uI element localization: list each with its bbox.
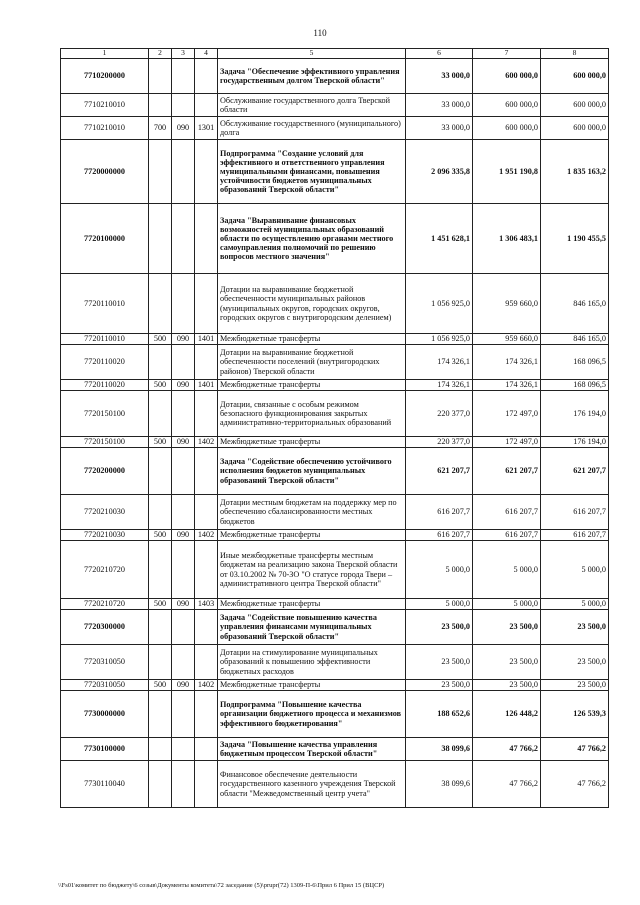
description-cell: Дотации на выравнивание бюджетной обеспеченности муниципальных районов (муниципальных округов, городских округов, городских округов с внутригородским делением): [218, 274, 406, 334]
budget-code-cell: 7720310050: [61, 680, 149, 691]
file-path-footer: \\Fs01\комитет по бюджету\6 созыв\Документы комитета\72 заседание (5)\prupr(72) 1309-П-6\Прил 6 Прил 15 (ВЦСР): [58, 882, 385, 889]
amount-year3-cell: 176 194,0: [541, 391, 609, 437]
description-cell: Задача "Повышение качества управления бюджетным процессом Тверской области": [218, 738, 406, 761]
amount-year1-cell: 1 451 628,1: [406, 204, 473, 274]
amount-year3-cell: 846 165,0: [541, 274, 609, 334]
table-row: [61, 680, 609, 691]
amount-year1-cell: 23 500,0: [406, 610, 473, 645]
description-cell: Дотации на выравнивание бюджетной обеспеченности поселений (внутригородских районов) Тверской области: [218, 345, 406, 380]
expense-type-cell: [149, 274, 172, 334]
description-cell: Межбюджетные трансферты: [218, 437, 406, 448]
amount-year1-cell: 220 377,0: [406, 391, 473, 437]
column-number: 6: [406, 49, 473, 59]
amount-year2-cell: 1 306 483,1: [473, 204, 541, 274]
amount-year3-cell: 23 500,0: [541, 610, 609, 645]
table-row: [61, 495, 609, 530]
section-cell: [172, 274, 195, 334]
amount-year3-cell: 126 539,3: [541, 691, 609, 738]
amount-year1-cell: 616 207,7: [406, 495, 473, 530]
section-cell: [172, 140, 195, 204]
budget-code-cell: 7720110010: [61, 334, 149, 345]
amount-year2-cell: 600 000,0: [473, 59, 541, 94]
amount-year3-cell: 5 000,0: [541, 599, 609, 610]
amount-year3-cell: 1 190 455,5: [541, 204, 609, 274]
section-cell: [172, 691, 195, 738]
amount-year1-cell: 38 099,6: [406, 761, 473, 808]
budget-code-cell: 7720110020: [61, 380, 149, 391]
table-row: [61, 645, 609, 680]
description-cell: Задача "Выравнивание финансовых возможностей муниципальных образований области по осуществлению органами местного самоуправления полномочий по решению вопросов местного значения": [218, 204, 406, 274]
table-row: [61, 541, 609, 599]
amount-year2-cell: 959 660,0: [473, 274, 541, 334]
budget-code-cell: 7720210030: [61, 495, 149, 530]
subsection-cell: [195, 738, 218, 761]
amount-year2-cell: 174 326,1: [473, 380, 541, 391]
amount-year3-cell: 600 000,0: [541, 117, 609, 140]
expense-type-cell: [149, 448, 172, 495]
amount-year3-cell: 47 766,2: [541, 738, 609, 761]
table-row: [61, 530, 609, 541]
budget-code-cell: 7720110010: [61, 274, 149, 334]
expense-type-cell: 500: [149, 334, 172, 345]
amount-year2-cell: 5 000,0: [473, 541, 541, 599]
description-cell: Межбюджетные трансферты: [218, 530, 406, 541]
subsection-cell: [195, 691, 218, 738]
section-cell: 090: [172, 437, 195, 448]
amount-year1-cell: 1 056 925,0: [406, 274, 473, 334]
amount-year2-cell: 1 951 190,8: [473, 140, 541, 204]
amount-year2-cell: 621 207,7: [473, 448, 541, 495]
column-number: 2: [149, 49, 172, 59]
column-number: 8: [541, 49, 609, 59]
description-cell: Дотации, связанные с особым режимом безопасного функционирования закрытых административно-территориальных образований: [218, 391, 406, 437]
budget-code-cell: 7730100000: [61, 738, 149, 761]
description-cell: Межбюджетные трансферты: [218, 680, 406, 691]
description-cell: Межбюджетные трансферты: [218, 380, 406, 391]
description-cell: Дотации на стимулирование муниципальных образований к повышению эффективности бюджетных расходов: [218, 645, 406, 680]
budget-code-cell: 7720310050: [61, 645, 149, 680]
amount-year1-cell: 2 096 335,8: [406, 140, 473, 204]
page-number: 110: [313, 28, 327, 38]
subsection-cell: [195, 140, 218, 204]
subsection-cell: 1401: [195, 334, 218, 345]
amount-year2-cell: 172 497,0: [473, 391, 541, 437]
description-cell: Межбюджетные трансферты: [218, 599, 406, 610]
amount-year1-cell: 5 000,0: [406, 541, 473, 599]
section-cell: [172, 610, 195, 645]
amount-year1-cell: 33 000,0: [406, 59, 473, 94]
expense-type-cell: [149, 738, 172, 761]
table-row: [61, 448, 609, 495]
description-cell: Задача "Содействие обеспечению устойчивого исполнения бюджетов муниципальных образований Тверской области": [218, 448, 406, 495]
expense-type-cell: 700: [149, 117, 172, 140]
amount-year1-cell: 23 500,0: [406, 680, 473, 691]
section-cell: [172, 761, 195, 808]
amount-year3-cell: 23 500,0: [541, 680, 609, 691]
table-row: [61, 274, 609, 334]
section-cell: [172, 391, 195, 437]
table-row: [61, 761, 609, 808]
description-cell: Подпрограмма "Повышение качества организации бюджетного процесса и механизмов эффективного бюджетирования": [218, 691, 406, 738]
column-number-row: [61, 49, 609, 59]
budget-code-cell: 7720000000: [61, 140, 149, 204]
amount-year2-cell: 23 500,0: [473, 610, 541, 645]
description-cell: Дотации местным бюджетам на поддержку мер по обеспечению сбалансированности местных бюджетов: [218, 495, 406, 530]
description-cell: Иные межбюджетные трансферты местным бюджетам на реализацию закона Тверской области от 03.10.2002 № 70-ЗО "О статусе города Твери – административного центра Тверской области": [218, 541, 406, 599]
subsection-cell: 1401: [195, 380, 218, 391]
expense-type-cell: 500: [149, 380, 172, 391]
budget-code-cell: 7730000000: [61, 691, 149, 738]
budget-code-cell: 7710200000: [61, 59, 149, 94]
budget-code-cell: 7720210720: [61, 599, 149, 610]
table-row: [61, 117, 609, 140]
subsection-cell: 1403: [195, 599, 218, 610]
table-row: [61, 610, 609, 645]
amount-year3-cell: 600 000,0: [541, 94, 609, 117]
subsection-cell: [195, 761, 218, 808]
expense-type-cell: 500: [149, 530, 172, 541]
amount-year3-cell: 600 000,0: [541, 59, 609, 94]
expense-type-cell: [149, 645, 172, 680]
amount-year2-cell: 47 766,2: [473, 738, 541, 761]
budget-code-cell: 7720150100: [61, 391, 149, 437]
amount-year1-cell: 174 326,1: [406, 345, 473, 380]
amount-year2-cell: 174 326,1: [473, 345, 541, 380]
section-cell: 090: [172, 334, 195, 345]
expense-type-cell: [149, 541, 172, 599]
section-cell: [172, 59, 195, 94]
subsection-cell: [195, 59, 218, 94]
section-cell: [172, 738, 195, 761]
section-cell: [172, 345, 195, 380]
amount-year3-cell: 5 000,0: [541, 541, 609, 599]
amount-year1-cell: 38 099,6: [406, 738, 473, 761]
amount-year3-cell: 621 207,7: [541, 448, 609, 495]
amount-year1-cell: 220 377,0: [406, 437, 473, 448]
subsection-cell: 1301: [195, 117, 218, 140]
expense-type-cell: 500: [149, 680, 172, 691]
amount-year1-cell: 33 000,0: [406, 94, 473, 117]
amount-year2-cell: 600 000,0: [473, 117, 541, 140]
section-cell: 090: [172, 599, 195, 610]
subsection-cell: [195, 274, 218, 334]
table-row: [61, 59, 609, 94]
budget-table: [60, 48, 609, 808]
amount-year1-cell: 33 000,0: [406, 117, 473, 140]
budget-code-cell: 7720210030: [61, 530, 149, 541]
expense-type-cell: [149, 94, 172, 117]
amount-year2-cell: 600 000,0: [473, 94, 541, 117]
amount-year2-cell: 616 207,7: [473, 530, 541, 541]
amount-year3-cell: 846 165,0: [541, 334, 609, 345]
subsection-cell: [195, 391, 218, 437]
expense-type-cell: [149, 140, 172, 204]
column-number: 1: [61, 49, 149, 59]
description-cell: Задача "Обеспечение эффективного управления государственным долгом Тверской области": [218, 59, 406, 94]
table-row: [61, 437, 609, 448]
section-cell: [172, 448, 195, 495]
expense-type-cell: [149, 391, 172, 437]
amount-year3-cell: 616 207,7: [541, 495, 609, 530]
description-cell: Задача "Содействие повышению качества управления финансами муниципальных образований Тверской области": [218, 610, 406, 645]
subsection-cell: 1402: [195, 680, 218, 691]
expense-type-cell: [149, 204, 172, 274]
description-cell: Межбюджетные трансферты: [218, 334, 406, 345]
expense-type-cell: 500: [149, 437, 172, 448]
amount-year1-cell: 188 652,6: [406, 691, 473, 738]
budget-code-cell: 7730110040: [61, 761, 149, 808]
table-row: [61, 599, 609, 610]
table-row: [61, 345, 609, 380]
section-cell: [172, 645, 195, 680]
amount-year2-cell: 23 500,0: [473, 680, 541, 691]
subsection-cell: [195, 94, 218, 117]
budget-code-cell: 7720150100: [61, 437, 149, 448]
amount-year1-cell: 5 000,0: [406, 599, 473, 610]
description-cell: Финансовое обеспечение деятельности государственного казенного учреждения Тверской области "Межведомственный центр учета": [218, 761, 406, 808]
expense-type-cell: 500: [149, 599, 172, 610]
section-cell: [172, 541, 195, 599]
amount-year2-cell: 23 500,0: [473, 645, 541, 680]
subsection-cell: [195, 610, 218, 645]
amount-year1-cell: 616 207,7: [406, 530, 473, 541]
budget-code-cell: 7720110020: [61, 345, 149, 380]
description-cell: Обслуживание государственного (муниципального) долга: [218, 117, 406, 140]
amount-year2-cell: 616 207,7: [473, 495, 541, 530]
expense-type-cell: [149, 59, 172, 94]
expense-type-cell: [149, 610, 172, 645]
subsection-cell: [195, 345, 218, 380]
amount-year1-cell: 621 207,7: [406, 448, 473, 495]
budget-code-cell: 7710210010: [61, 94, 149, 117]
amount-year1-cell: 1 056 925,0: [406, 334, 473, 345]
subsection-cell: 1402: [195, 530, 218, 541]
column-number: 5: [218, 49, 406, 59]
section-cell: 090: [172, 530, 195, 541]
subsection-cell: [195, 448, 218, 495]
subsection-cell: [195, 541, 218, 599]
expense-type-cell: [149, 761, 172, 808]
amount-year3-cell: 176 194,0: [541, 437, 609, 448]
amount-year3-cell: 23 500,0: [541, 645, 609, 680]
subsection-cell: 1402: [195, 437, 218, 448]
subsection-cell: [195, 645, 218, 680]
amount-year3-cell: 168 096,5: [541, 380, 609, 391]
budget-code-cell: 7710210010: [61, 117, 149, 140]
section-cell: [172, 495, 195, 530]
amount-year2-cell: 126 448,2: [473, 691, 541, 738]
column-number: 4: [195, 49, 218, 59]
description-cell: Подпрограмма "Создание условий для эффективного и ответственного управления муниципальными финансами, повышения устойчивости бюджетов муниципальных образований Тверской области": [218, 140, 406, 204]
section-cell: 090: [172, 380, 195, 391]
amount-year2-cell: 959 660,0: [473, 334, 541, 345]
amount-year1-cell: 174 326,1: [406, 380, 473, 391]
budget-code-cell: 7720210720: [61, 541, 149, 599]
section-cell: 090: [172, 680, 195, 691]
table-row: [61, 391, 609, 437]
expense-type-cell: [149, 495, 172, 530]
expense-type-cell: [149, 691, 172, 738]
amount-year3-cell: 1 835 163,2: [541, 140, 609, 204]
table-row: [61, 738, 609, 761]
budget-code-cell: 7720300000: [61, 610, 149, 645]
section-cell: [172, 204, 195, 274]
budget-code-cell: 7720100000: [61, 204, 149, 274]
column-number: 3: [172, 49, 195, 59]
subsection-cell: [195, 204, 218, 274]
amount-year2-cell: 172 497,0: [473, 437, 541, 448]
budget-code-cell: 7720200000: [61, 448, 149, 495]
amount-year2-cell: 5 000,0: [473, 599, 541, 610]
column-number: 7: [473, 49, 541, 59]
description-cell: Обслуживание государственного долга Тверской области: [218, 94, 406, 117]
section-cell: 090: [172, 117, 195, 140]
table-row: [61, 691, 609, 738]
table-row: [61, 334, 609, 345]
amount-year3-cell: 168 096,5: [541, 345, 609, 380]
amount-year2-cell: 47 766,2: [473, 761, 541, 808]
subsection-cell: [195, 495, 218, 530]
amount-year3-cell: 616 207,7: [541, 530, 609, 541]
table-row: [61, 94, 609, 117]
table-row: [61, 380, 609, 391]
section-cell: [172, 94, 195, 117]
amount-year1-cell: 23 500,0: [406, 645, 473, 680]
expense-type-cell: [149, 345, 172, 380]
table-row: [61, 140, 609, 204]
amount-year3-cell: 47 766,2: [541, 761, 609, 808]
table-row: [61, 204, 609, 274]
